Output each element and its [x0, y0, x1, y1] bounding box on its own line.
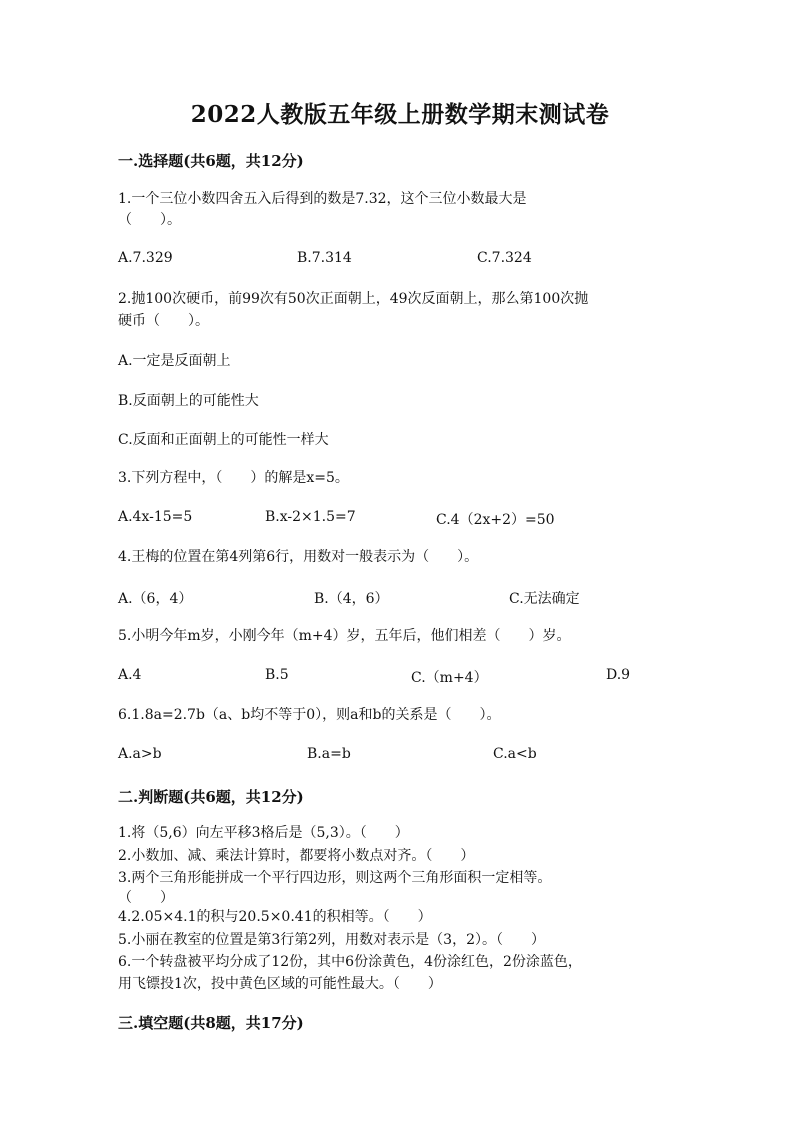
judgment-line-7: 6.一个转盘被平均分成了12份，其中6份涂黄色，4份涂红色，2份涂蓝色，: [118, 954, 582, 970]
question-2-line-1: 2.抛100次硬币，前99次有50次正面朝上，49次反面朝上，那么第100次抛: [118, 291, 589, 307]
question-4-option-a: A.（6，4）: [118, 591, 193, 607]
question-2-option-b: B.反面朝上的可能性大: [118, 393, 259, 409]
question-5-option-c: C.（m+4）: [411, 670, 488, 686]
question-3-line-1: 3.下列方程中，（ ）的解是x=5。: [118, 470, 349, 486]
question-5-option-d: D.9: [606, 667, 631, 683]
question-5-line-1: 5.小明今年m岁，小刚今年（m+4）岁，五年后，他们相差（ ）岁。: [118, 628, 571, 644]
question-1-option-b: B.7.314: [297, 250, 352, 266]
question-1-line-1: 1.一个三位小数四舍五入后得到的数是7.32，这个三位小数最大是: [118, 191, 527, 207]
question-1-line-2: （ ）。: [118, 212, 181, 228]
question-2-line-2: 硬币（ ）。: [118, 313, 209, 329]
question-3-option-a: A.4x-15=5: [118, 509, 193, 525]
judgment-line-3: 3.两个三角形能拼成一个平行四边形，则这两个三角形面积一定相等。: [118, 870, 552, 886]
section-heading-judgment: 二.判断题(共6题，共12分): [118, 788, 304, 806]
question-6-line-1: 6.1.8a=2.7b（a、b均不等于0），则a和b的关系是（ ）。: [118, 707, 501, 723]
section-heading-choice: 一.选择题(共6题，共12分): [118, 152, 304, 170]
question-5-option-b: B.5: [265, 667, 289, 683]
question-3-option-b: B.x-2×1.5=7: [265, 509, 356, 525]
judgment-line-5: 4.2.05×4.1的积与20.5×0.41的积相等。（ ）: [118, 909, 432, 925]
judgment-line-1: 1.将（5,6）向左平移3格后是（5,3）。（ ）: [118, 825, 409, 841]
question-4-option-c: C.无法确定: [509, 591, 580, 607]
page-title: 2022人教版五年级上册数学期末测试卷: [190, 101, 610, 128]
question-4-option-b: B.（4，6）: [314, 591, 389, 607]
judgment-line-8: 用飞镖投1次，投中黄色区域的可能性最大。（ ）: [118, 976, 442, 992]
judgment-line-6: 5.小丽在教室的位置是第3行第2列，用数对表示是（3，2）。（ ）: [118, 932, 545, 948]
question-2-option-c: C.反面和正面朝上的可能性一样大: [118, 432, 329, 448]
question-5-option-a: A.4: [118, 667, 142, 683]
question-6-option-a: A.a>b: [118, 746, 162, 762]
question-3-option-c: C.4（2x+2）=50: [436, 512, 555, 528]
judgment-line-4: （ ）: [118, 890, 174, 906]
section-heading-fill-in: 三.填空题(共8题，共17分): [118, 1014, 304, 1032]
judgment-line-2: 2.小数加、减、乘法计算时，都要将小数点对齐。（ ）: [118, 848, 475, 864]
question-4-line-1: 4.王梅的位置在第4列第6行，用数对一般表示为（ ）。: [118, 549, 479, 565]
question-6-option-b: B.a=b: [307, 746, 351, 762]
question-2-option-a: A.一定是反面朝上: [118, 353, 231, 369]
question-1-option-c: C.7.324: [477, 250, 532, 266]
question-1-option-a: A.7.329: [118, 250, 173, 266]
question-6-option-c: C.a<b: [493, 746, 537, 762]
